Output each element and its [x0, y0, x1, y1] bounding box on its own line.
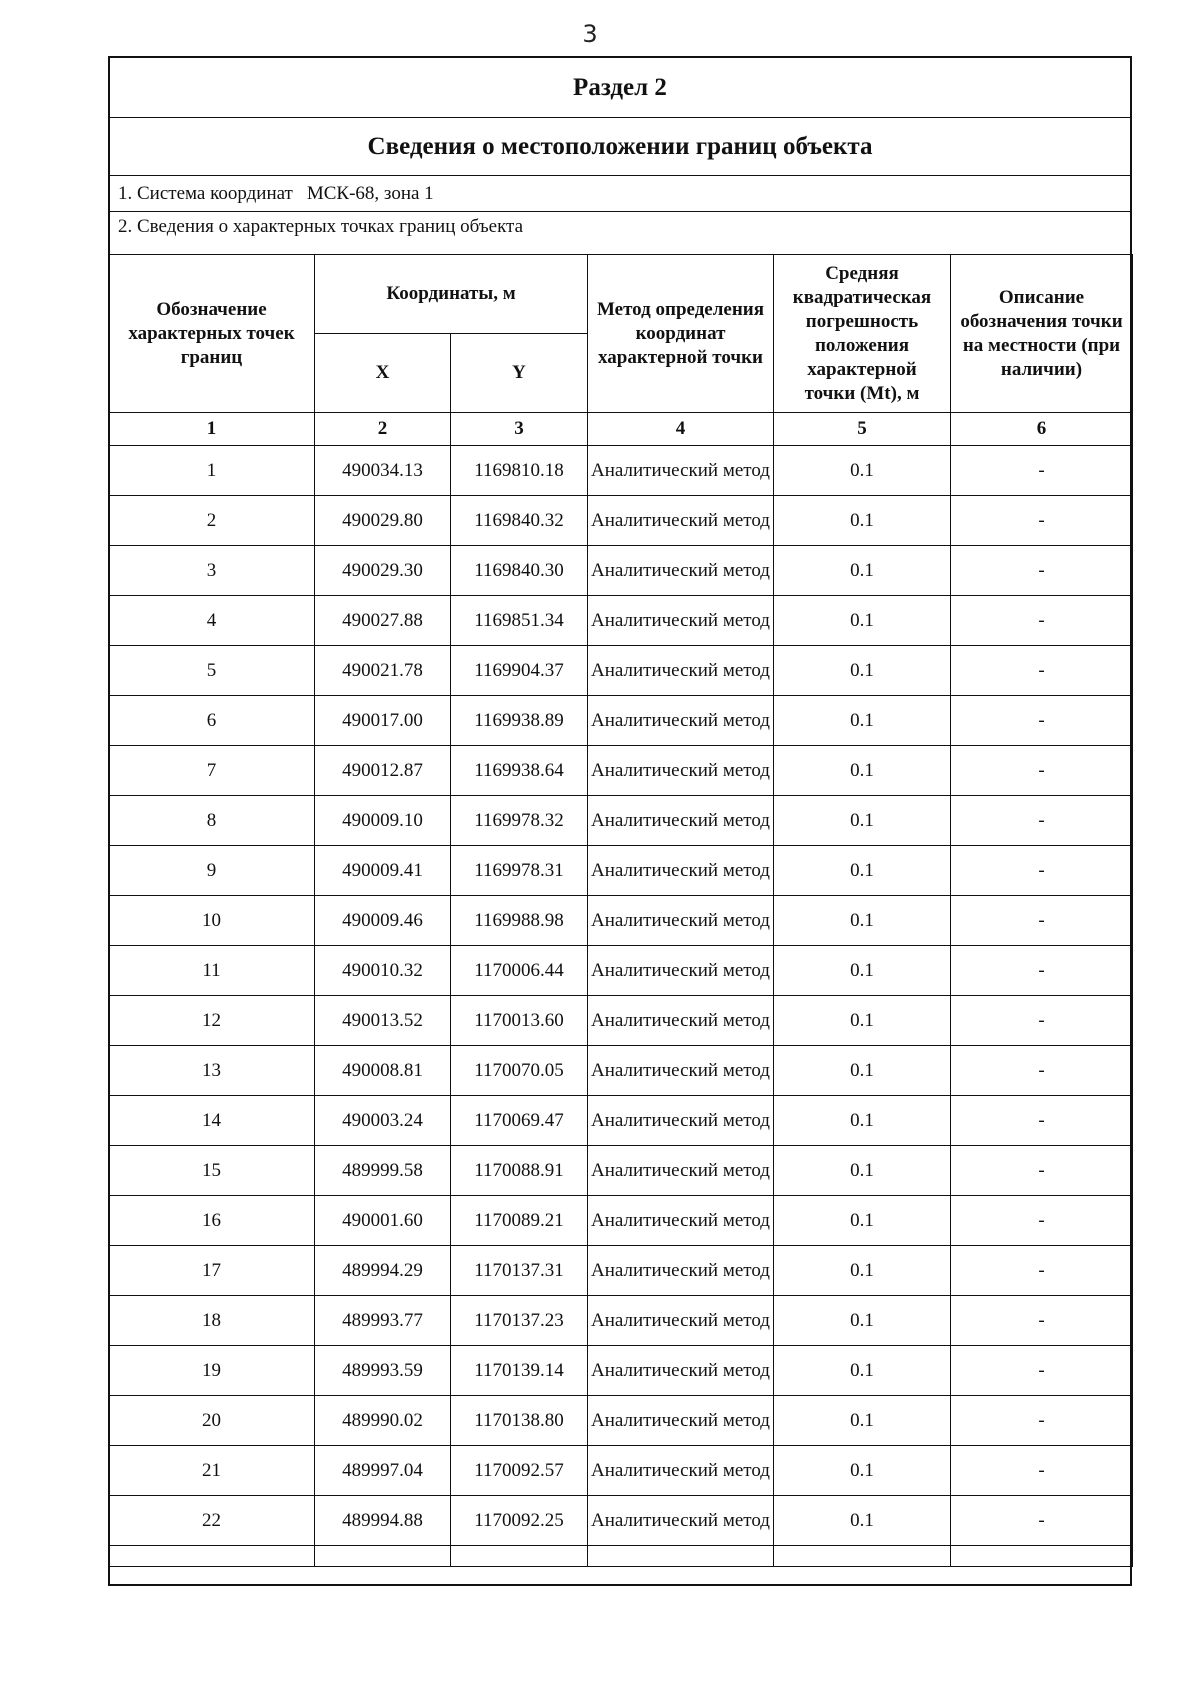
coord-y: 1169904.37	[451, 646, 588, 696]
coord-y: 1170013.60	[451, 996, 588, 1046]
point-number: 1	[109, 446, 315, 496]
method-cell: Аналитический метод	[588, 1496, 774, 1546]
point-number: 15	[109, 1146, 315, 1196]
point-number: 3	[109, 546, 315, 596]
table-row	[109, 696, 1133, 746]
method-cell: Аналитический метод	[588, 446, 774, 496]
coord-y: 1170089.21	[451, 1196, 588, 1246]
description-cell: -	[951, 696, 1133, 746]
description-cell: -	[951, 546, 1133, 596]
table-row	[109, 1196, 1133, 1246]
mean-error-cell: 0.1	[774, 1446, 951, 1496]
coord-x: 490029.80	[315, 496, 451, 546]
mean-error-cell: 0.1	[774, 696, 951, 746]
coord-y: 1170006.44	[451, 946, 588, 996]
table-row	[109, 496, 1133, 546]
description-cell: -	[951, 896, 1133, 946]
method-cell: Аналитический метод	[588, 1446, 774, 1496]
description-cell: -	[951, 846, 1133, 896]
point-number: 10	[109, 896, 315, 946]
coord-y: 1169988.98	[451, 896, 588, 946]
coord-x: 490009.41	[315, 846, 451, 896]
coord-x: 490001.60	[315, 1196, 451, 1246]
coord-y: 1170069.47	[451, 1096, 588, 1146]
coord-y: 1169840.30	[451, 546, 588, 596]
table-row	[109, 796, 1133, 846]
coord-y: 1170070.05	[451, 1046, 588, 1096]
point-number: 17	[109, 1246, 315, 1296]
mean-error-cell: 0.1	[774, 596, 951, 646]
method-cell: Аналитический метод	[588, 696, 774, 746]
point-number: 7	[109, 746, 315, 796]
description-cell: -	[951, 746, 1133, 796]
mean-error-cell: 0.1	[774, 646, 951, 696]
table-row	[109, 1246, 1133, 1296]
description-cell: -	[951, 796, 1133, 846]
point-number: 6	[109, 696, 315, 746]
mean-error-cell: 0.1	[774, 1496, 951, 1546]
points-table	[108, 254, 1133, 1567]
column-number: 4	[588, 413, 774, 446]
section-subtitle: Сведения о местоположении границ объекта	[367, 133, 873, 160]
point-number: 4	[109, 596, 315, 646]
header-point-designation: Обозначение характерных точек границ	[109, 255, 315, 413]
mean-error-cell: 0.1	[774, 496, 951, 546]
description-cell: -	[951, 1496, 1133, 1546]
section-title: Раздел 2	[573, 74, 667, 101]
method-cell: Аналитический метод	[588, 1296, 774, 1346]
coord-x: 490009.46	[315, 896, 451, 946]
column-number: 6	[951, 413, 1133, 446]
description-cell: -	[951, 1296, 1133, 1346]
points-caption: 2. Сведения о характерных точках границ объекта	[118, 216, 524, 237]
table-row	[109, 1446, 1133, 1496]
description-cell: -	[951, 646, 1133, 696]
description-cell: -	[951, 596, 1133, 646]
description-cell: -	[951, 1396, 1133, 1446]
method-cell: Аналитический метод	[588, 896, 774, 946]
point-number: 14	[109, 1096, 315, 1146]
table-row	[109, 546, 1133, 596]
coord-y: 1170137.23	[451, 1296, 588, 1346]
coord-x: 489997.04	[315, 1446, 451, 1496]
mean-error-cell: 0.1	[774, 1296, 951, 1346]
description-cell: -	[951, 1046, 1133, 1096]
mean-error-cell: 0.1	[774, 946, 951, 996]
coord-x: 489994.88	[315, 1496, 451, 1546]
point-number: 13	[109, 1046, 315, 1096]
point-number: 19	[109, 1346, 315, 1396]
point-number: 11	[109, 946, 315, 996]
coord-x: 489993.77	[315, 1296, 451, 1346]
mean-error-cell: 0.1	[774, 796, 951, 846]
table-row	[109, 1046, 1133, 1096]
divider	[110, 176, 1130, 212]
page-number: 3	[582, 20, 598, 48]
column-number: 3	[451, 413, 588, 446]
point-number: 2	[109, 496, 315, 546]
method-cell: Аналитический метод	[588, 496, 774, 546]
point-number: 18	[109, 1296, 315, 1346]
points-table-body	[109, 446, 1133, 1567]
method-cell: Аналитический метод	[588, 1196, 774, 1246]
table-row	[109, 746, 1133, 796]
mean-error-cell: 0.1	[774, 846, 951, 896]
coord-x: 490008.81	[315, 1046, 451, 1096]
coord-x: 490034.13	[315, 446, 451, 496]
point-number: 8	[109, 796, 315, 846]
method-cell: Аналитический метод	[588, 1346, 774, 1396]
coord-y: 1169938.89	[451, 696, 588, 746]
table-row	[109, 646, 1133, 696]
coord-y: 1170139.14	[451, 1346, 588, 1396]
mean-error-cell: 0.1	[774, 1246, 951, 1296]
point-number: 16	[109, 1196, 315, 1246]
description-cell: -	[951, 1146, 1133, 1196]
empty-row	[109, 1546, 1133, 1567]
coord-x: 489994.29	[315, 1246, 451, 1296]
coord-y: 1169978.32	[451, 796, 588, 846]
table-row	[109, 946, 1133, 996]
method-cell: Аналитический метод	[588, 746, 774, 796]
empty-cell	[315, 1546, 451, 1567]
point-number: 20	[109, 1396, 315, 1446]
coord-x: 490003.24	[315, 1096, 451, 1146]
mean-error-cell: 0.1	[774, 996, 951, 1046]
column-number: 5	[774, 413, 951, 446]
empty-cell	[774, 1546, 951, 1567]
point-number: 12	[109, 996, 315, 1046]
method-cell: Аналитический метод	[588, 546, 774, 596]
point-number: 21	[109, 1446, 315, 1496]
empty-cell	[588, 1546, 774, 1567]
description-cell: -	[951, 996, 1133, 1046]
coord-y: 1170092.25	[451, 1496, 588, 1546]
coord-y: 1169810.18	[451, 446, 588, 496]
table-row	[109, 896, 1133, 946]
description-cell: -	[951, 1196, 1133, 1246]
coord-y: 1169851.34	[451, 596, 588, 646]
coord-x: 490021.78	[315, 646, 451, 696]
mean-error-cell: 0.1	[774, 1146, 951, 1196]
table-row	[109, 1096, 1133, 1146]
coord-x: 490010.32	[315, 946, 451, 996]
description-cell: -	[951, 1096, 1133, 1146]
coord-y: 1170088.91	[451, 1146, 588, 1196]
description-cell: -	[951, 446, 1133, 496]
method-cell: Аналитический метод	[588, 1046, 774, 1096]
divider	[110, 118, 1130, 176]
coord-x: 490027.88	[315, 596, 451, 646]
empty-cell	[951, 1546, 1133, 1567]
header-method: Метод определения координат характерной точки	[588, 255, 774, 413]
description-cell: -	[951, 1346, 1133, 1396]
mean-error-cell: 0.1	[774, 1196, 951, 1246]
coord-x: 490013.52	[315, 996, 451, 1046]
empty-cell	[109, 1546, 315, 1567]
table-row	[109, 1146, 1133, 1196]
header-mean-error: Средняя квадратическая погрешность положения характерной точки (Mt), м	[774, 255, 951, 413]
coord-x: 489999.58	[315, 1146, 451, 1196]
mean-error-cell: 0.1	[774, 446, 951, 496]
mean-error-cell: 0.1	[774, 1396, 951, 1446]
point-number: 22	[109, 1496, 315, 1546]
coord-y: 1170137.31	[451, 1246, 588, 1296]
column-numbers-row	[109, 413, 1133, 446]
description-cell: -	[951, 1446, 1133, 1496]
description-cell: -	[951, 1246, 1133, 1296]
coord-y: 1170138.80	[451, 1396, 588, 1446]
coord-y: 1169978.31	[451, 846, 588, 896]
coord-system-value: МСК-68, зона 1	[306, 183, 434, 204]
table-row	[109, 1296, 1133, 1346]
table-row	[109, 596, 1133, 646]
method-cell: Аналитический метод	[588, 1146, 774, 1196]
header-coordinates: Координаты, м	[315, 255, 588, 334]
mean-error-cell: 0.1	[774, 546, 951, 596]
mean-error-cell: 0.1	[774, 746, 951, 796]
coord-y: 1169938.64	[451, 746, 588, 796]
coord-x: 490009.10	[315, 796, 451, 846]
coord-system-label: 1. Система координат	[118, 183, 293, 204]
header-description: Описание обозначения точки на местности (при наличии)	[951, 255, 1133, 413]
mean-error-cell: 0.1	[774, 1346, 951, 1396]
mean-error-cell: 0.1	[774, 1096, 951, 1146]
empty-cell	[451, 1546, 588, 1567]
coord-x: 490017.00	[315, 696, 451, 746]
table-row	[109, 846, 1133, 896]
description-cell: -	[951, 946, 1133, 996]
table-row	[109, 1496, 1133, 1546]
coord-x: 490029.30	[315, 546, 451, 596]
method-cell: Аналитический метод	[588, 1096, 774, 1146]
method-cell: Аналитический метод	[588, 946, 774, 996]
header-x: X	[315, 334, 451, 413]
mean-error-cell: 0.1	[774, 1046, 951, 1096]
table-row	[109, 996, 1133, 1046]
method-cell: Аналитический метод	[588, 646, 774, 696]
table-row	[109, 446, 1133, 496]
coord-x: 489993.59	[315, 1346, 451, 1396]
header-y: Y	[451, 334, 588, 413]
divider	[110, 58, 1130, 118]
method-cell: Аналитический метод	[588, 1396, 774, 1446]
mean-error-cell: 0.1	[774, 896, 951, 946]
point-number: 9	[109, 846, 315, 896]
method-cell: Аналитический метод	[588, 996, 774, 1046]
coord-x: 489990.02	[315, 1396, 451, 1446]
method-cell: Аналитический метод	[588, 796, 774, 846]
column-number: 1	[109, 413, 315, 446]
coord-y: 1170092.57	[451, 1446, 588, 1496]
table-row	[109, 1396, 1133, 1446]
point-number: 5	[109, 646, 315, 696]
description-cell: -	[951, 496, 1133, 546]
coord-y: 1169840.32	[451, 496, 588, 546]
method-cell: Аналитический метод	[588, 846, 774, 896]
table-row	[109, 1346, 1133, 1396]
method-cell: Аналитический метод	[588, 596, 774, 646]
coord-x: 490012.87	[315, 746, 451, 796]
method-cell: Аналитический метод	[588, 1246, 774, 1296]
column-number: 2	[315, 413, 451, 446]
